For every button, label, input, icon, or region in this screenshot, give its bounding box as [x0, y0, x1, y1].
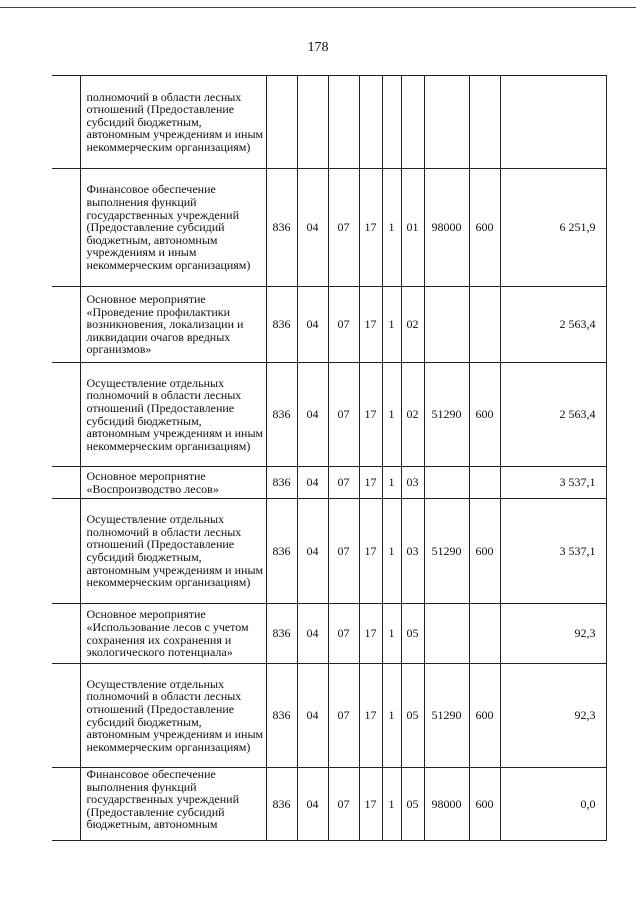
cell-ministry-code: 836: [266, 287, 297, 363]
cell-ministry-code: 836: [266, 363, 297, 467]
cell-subsection: 07: [328, 768, 359, 841]
cell-direction: 98000: [424, 169, 469, 287]
cell-subprogram: 1: [382, 768, 401, 841]
row-name: Осуществление отдельных полномочий в области лесных отношений (Предоставление субсидий бюджетным, автономным учреждениям и иным некоммерческим организациям): [80, 499, 266, 604]
cell-direction: 51290: [424, 499, 469, 604]
cell-measure: 01: [401, 169, 424, 287]
cell-section: 04: [297, 768, 328, 841]
cell-direction: 51290: [424, 363, 469, 467]
cell-ministry-code: [266, 76, 297, 169]
cell-expense-type: 600: [469, 768, 500, 841]
cell-expense-type: 600: [469, 664, 500, 768]
cell-subsection: 07: [328, 169, 359, 287]
cell-expense-type: 600: [469, 499, 500, 604]
table-row: [52, 499, 606, 604]
cell-amount: 92,3: [500, 604, 606, 664]
cell-measure: 05: [401, 604, 424, 664]
page-top-rule: [0, 7, 636, 8]
cell-amount: 92,3: [500, 664, 606, 768]
cell-subprogram: [382, 76, 401, 169]
table-row: [52, 664, 606, 768]
cell-program: 17: [359, 664, 382, 768]
cell-program: [359, 76, 382, 169]
table-row: [52, 467, 606, 499]
cell-direction: [424, 467, 469, 499]
cell-expense-type: 600: [469, 169, 500, 287]
row-name: Осуществление отдельных полномочий в области лесных отношений (Предоставление субсидий бюджетным, автономным учреждениям и иным некоммерческим организациям): [80, 664, 266, 768]
row-name: Основное мероприятие «Использование лесов с учетом сохранения их сохранения и экологического потенциала»: [80, 604, 266, 664]
cell-program: 17: [359, 287, 382, 363]
table-row: [52, 604, 606, 664]
cell-program: 17: [359, 499, 382, 604]
cell-program: 17: [359, 169, 382, 287]
cell-subsection: 07: [328, 604, 359, 664]
page-number: 178: [307, 40, 329, 55]
cell-subsection: 07: [328, 467, 359, 499]
cell-ministry-code: 836: [266, 169, 297, 287]
table-row: [52, 363, 606, 467]
budget-table: [52, 75, 607, 841]
row-name: Финансовое обеспечение выполнения функций государственных учреждений (Предоставление субсидий бюджетным, автономным учреждениям и иным некоммерческим организациям): [80, 169, 266, 287]
cell-ministry-code: 836: [266, 467, 297, 499]
cell-direction: 51290: [424, 664, 469, 768]
row-gutter: [52, 499, 80, 604]
row-gutter: [52, 169, 80, 287]
cell-program: 17: [359, 467, 382, 499]
row-gutter: [52, 768, 80, 841]
cell-measure: 03: [401, 499, 424, 604]
cell-direction: [424, 604, 469, 664]
cell-subprogram: 1: [382, 604, 401, 664]
table-row: [52, 76, 606, 169]
cell-direction: [424, 76, 469, 169]
cell-ministry-code: 836: [266, 499, 297, 604]
cell-section: 04: [297, 499, 328, 604]
row-gutter: [52, 467, 80, 499]
cell-expense-type: [469, 287, 500, 363]
cell-direction: [424, 287, 469, 363]
cell-amount: 2 563,4: [500, 287, 606, 363]
cell-ministry-code: 836: [266, 768, 297, 841]
cell-subsection: 07: [328, 664, 359, 768]
row-name: Финансовое обеспечение выполнения функций государственных учреждений (Предоставление субсидий бюджетным, автономным: [80, 768, 266, 841]
cell-subsection: [328, 76, 359, 169]
cell-measure: 05: [401, 664, 424, 768]
cell-amount: 0,0: [500, 768, 606, 841]
cell-ministry-code: 836: [266, 604, 297, 664]
table-row: [52, 169, 606, 287]
cell-measure: [401, 76, 424, 169]
row-name: Основное мероприятие «Проведение профилактики возникновения, локализации и ликвидации очагов вредных организмов»: [80, 287, 266, 363]
cell-program: 17: [359, 363, 382, 467]
cell-section: 04: [297, 363, 328, 467]
row-gutter: [52, 664, 80, 768]
row-name: полномочий в области лесных отношений (Предоставление субсидий бюджетным, автономным учреждениям и иным некоммерческим организациям): [80, 76, 266, 169]
cell-expense-type: [469, 76, 500, 169]
cell-section: 04: [297, 604, 328, 664]
cell-subsection: 07: [328, 287, 359, 363]
cell-amount: 3 537,1: [500, 499, 606, 604]
cell-program: 17: [359, 604, 382, 664]
cell-subprogram: 1: [382, 467, 401, 499]
cell-expense-type: [469, 604, 500, 664]
cell-amount: 2 563,4: [500, 363, 606, 467]
cell-section: 04: [297, 467, 328, 499]
cell-section: 04: [297, 169, 328, 287]
cell-measure: 02: [401, 287, 424, 363]
cell-measure: 03: [401, 467, 424, 499]
row-name: Основное мероприятие «Воспроизводство лесов»: [80, 467, 266, 499]
cell-section: 04: [297, 287, 328, 363]
cell-subprogram: 1: [382, 499, 401, 604]
cell-subsection: 07: [328, 499, 359, 604]
row-gutter: [52, 287, 80, 363]
cell-subprogram: 1: [382, 664, 401, 768]
table-row: [52, 287, 606, 363]
cell-subsection: 07: [328, 363, 359, 467]
row-gutter: [52, 604, 80, 664]
cell-measure: 02: [401, 363, 424, 467]
cell-amount: 3 537,1: [500, 467, 606, 499]
row-gutter: [52, 76, 80, 169]
row-gutter: [52, 363, 80, 467]
cell-expense-type: 600: [469, 363, 500, 467]
cell-amount: [500, 76, 606, 169]
cell-direction: 98000: [424, 768, 469, 841]
cell-expense-type: [469, 467, 500, 499]
cell-subprogram: 1: [382, 363, 401, 467]
cell-program: 17: [359, 768, 382, 841]
cell-section: [297, 76, 328, 169]
table-row: [52, 768, 606, 841]
cell-ministry-code: 836: [266, 664, 297, 768]
cell-measure: 05: [401, 768, 424, 841]
cell-subprogram: 1: [382, 169, 401, 287]
cell-section: 04: [297, 664, 328, 768]
cell-amount: 6 251,9: [500, 169, 606, 287]
cell-subprogram: 1: [382, 287, 401, 363]
row-name: Осуществление отдельных полномочий в области лесных отношений (Предоставление субсидий бюджетным, автономным учреждениям и иным некоммерческим организациям): [80, 363, 266, 467]
